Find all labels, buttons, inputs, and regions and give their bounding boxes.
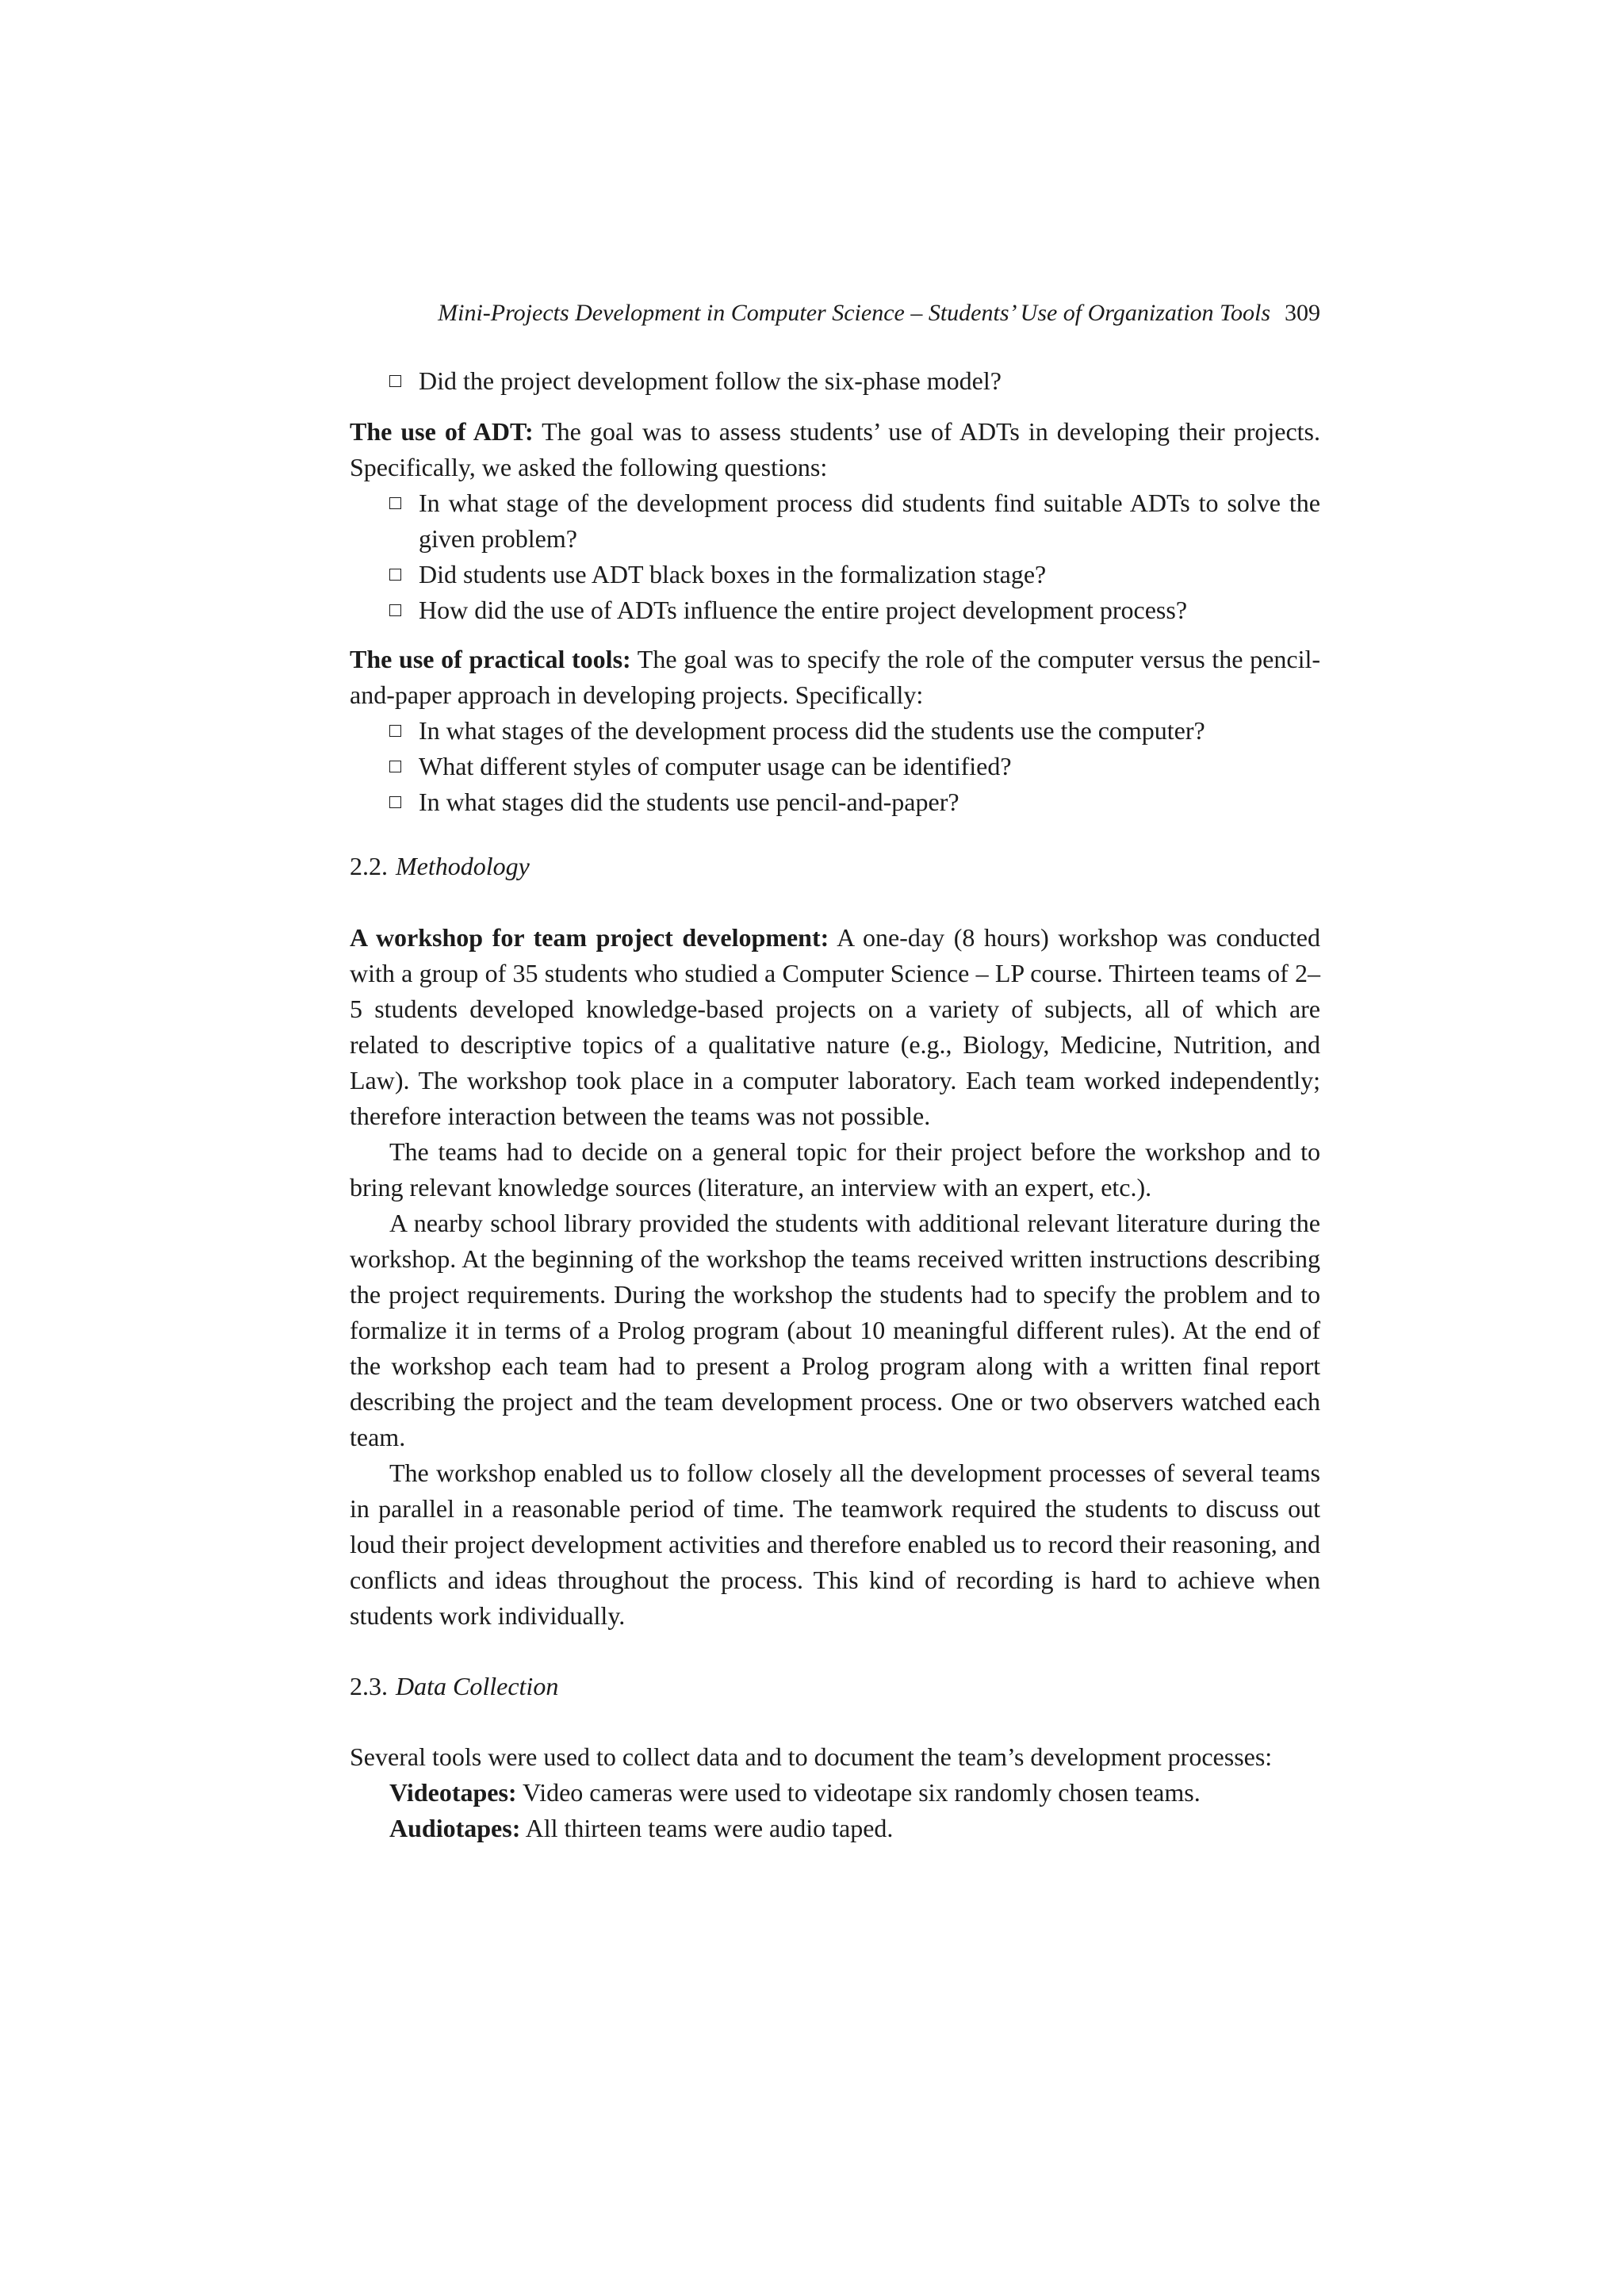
adt-questions xyxy=(350,485,1320,628)
methodology-lead: A workshop for team project development: xyxy=(350,923,829,952)
methodology-paragraph-2: The teams had to decide on a general topic for their project before the workshop and to bring relevant knowledge sources (literature, an interview with an expert, etc.). xyxy=(350,1137,1320,1202)
checkbox-square-icon xyxy=(389,796,401,808)
list-item: Did students use ADT black boxes in the formalization stage? xyxy=(350,557,1320,592)
adt-paragraph: The use of ADT: The goal was to assess students’ use of ADTs in developing their projects. Specifically, we asked the following questions: xyxy=(350,417,1321,481)
list-item: In what stages did the students use pencil-and-paper? xyxy=(350,784,1320,820)
practical-paragraph: The use of practical tools: The goal was to specify the role of the computer versus the pencil-and-paper approach in developing projects. Specifically: xyxy=(350,645,1321,709)
adt-section xyxy=(350,414,1320,628)
list-item: What different styles of computer usage can be identified? xyxy=(350,749,1320,784)
list-item: Did the project development follow the six-phase model? xyxy=(350,363,1320,399)
methodology-paragraph-3: A nearby school library provided the students with additional relevant literature during the workshop. At the beginning of the workshop the teams received written instructions describing the project requirements. During the workshop the students had to specify the problem and to formalize it in terms of a Prolog program (about 10 meaningful different rules). At the end of the workshop each team had to present a Prolog program along with a written final report describing the project and the team development process. One or two observers watched each team. xyxy=(350,1209,1320,1451)
data-collection-intro: Several tools were used to collect data and to document the team’s development processes: xyxy=(350,1742,1273,1771)
list-item: Audiotapes: All thirteen teams were audio taped. xyxy=(389,1814,894,1842)
data-collection-section xyxy=(350,1739,1320,1846)
running-header xyxy=(350,297,1320,329)
list-item: In what stages of the development process did the students use the computer? xyxy=(350,713,1320,749)
practical-questions xyxy=(350,713,1320,820)
checkbox-square-icon xyxy=(389,761,401,772)
checkbox-square-icon xyxy=(389,569,401,581)
methodology-section xyxy=(350,920,1320,1634)
list-item: Videotapes: Video cameras were used to videotape six randomly chosen teams. xyxy=(389,1778,1201,1807)
section-heading-data-collection: 2.3. Data Collection xyxy=(350,1672,559,1700)
six-phase-question xyxy=(350,363,1320,399)
practical-lead: The use of practical tools: xyxy=(350,645,631,673)
checkbox-square-icon xyxy=(389,604,401,616)
data-collection-tools xyxy=(350,1775,1320,1846)
practical-tools-section xyxy=(350,642,1320,820)
methodology-paragraph-1: A workshop for team project development: A one-day (8 hours) workshop was conducted with a group of 35 students who studied a Computer Science – LP course. Thirteen teams of 2–5 students developed knowledge-based projects on a variety of subjects, all of which are related to descriptive topics of a qualitative nature (e.g., Biology, Medicine, Nutrition, and Law). The workshop took place in a computer laboratory. Each team worked independently; therefore interaction between the teams was not possible. xyxy=(350,923,1321,1130)
section-heading-methodology: 2.2. Methodology xyxy=(350,852,530,880)
methodology-paragraph-4: The workshop enabled us to follow closely all the development processes of several teams in parallel in a reasonable period of time. The teamwork required the students to discuss out loud their project development activities and therefore enabled us to record their reasoning, and conflicts and ideas throughout the process. This kind of recording is hard to achieve when students work individually. xyxy=(350,1458,1320,1630)
adt-lead: The use of ADT: xyxy=(350,417,534,446)
list-item: How did the use of ADTs influence the entire project development process? xyxy=(350,592,1320,628)
running-title: Mini-Projects Development in Computer Science – Students’ Use of Organization Tools xyxy=(438,300,1270,326)
page-number: 309 xyxy=(1285,300,1320,326)
checkbox-square-icon xyxy=(389,497,401,509)
checkbox-square-icon xyxy=(389,725,401,737)
checkbox-square-icon xyxy=(389,375,401,387)
list-item: In what stage of the development process did students find suitable ADTs to solve the given problem? xyxy=(350,485,1320,557)
